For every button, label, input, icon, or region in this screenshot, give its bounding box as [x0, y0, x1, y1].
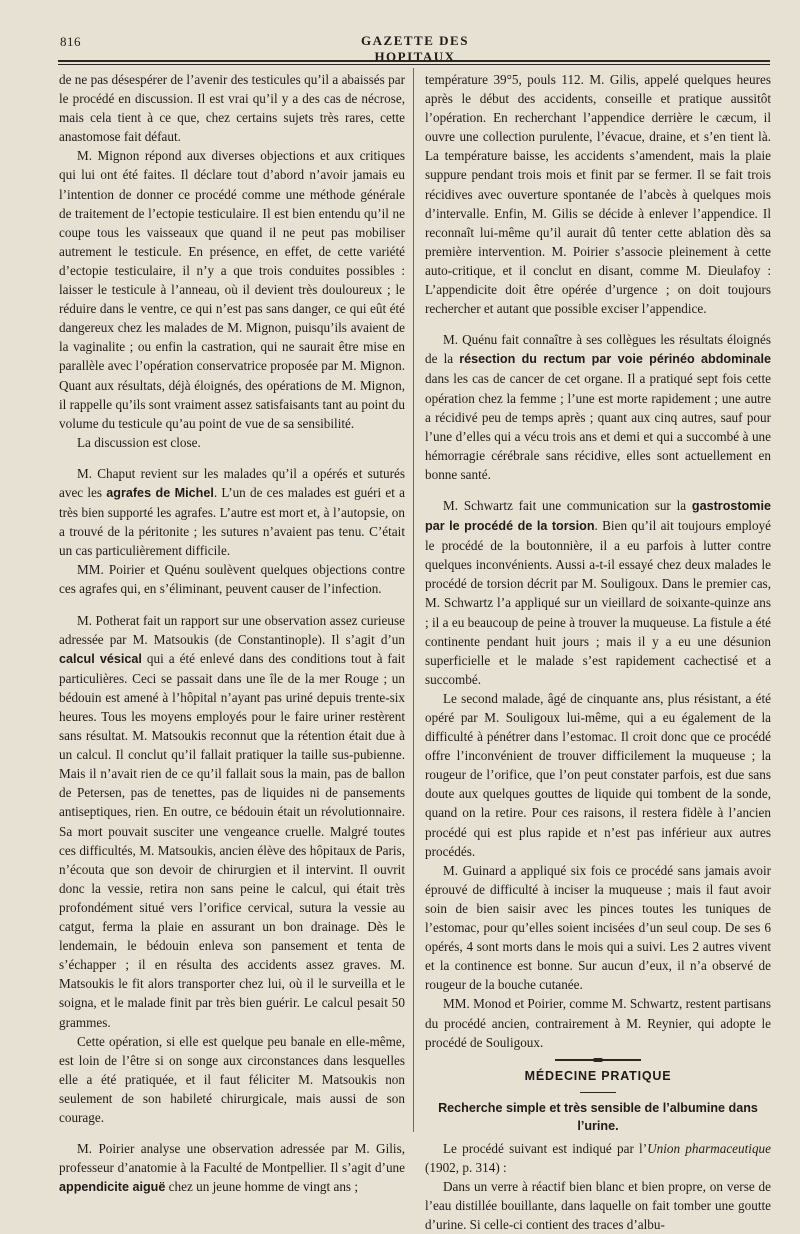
paragraph	[425, 496, 771, 689]
paragraph: température 39°5, pouls 112. M. Gilis, appelé quelques heures après le début des accidents, conseille et pratique aussitôt l’opération. En recherchant l’appendice derrière le cæcum, il ouvre une collection purulente, l’évacue, draine, et s’en tient là. La température baisse, les accidents s’amendent, mais la plaie suppure pendant trois mois et finit par se fermer. Il se fait trois récidives avec ouverture spontanée de l’abcès à quelques mois d’intervalle. Enfin, M. Gilis se décide à enlever l’appendice. Il reconnaît lui-même qu’il aurait dû tenter cette ablation dès sa première intervention. M. Poirier s’associe pleinement à cette auto-critique, et il conclut en disant, comme M. Dieulafoy : L’appendicite doit être opérée d’urgence ; on doit toujours rechercher et autant que possible exciser l’appendice.	[425, 72, 771, 317]
paragraph	[59, 1139, 405, 1197]
paragraph	[59, 611, 405, 1032]
bold-term: appendicite aiguë	[59, 1180, 166, 1195]
running-head: GAZETTE DES HOPITAUX	[361, 33, 469, 64]
bold-term: résection du rectum par voie périnéo abdominale	[459, 352, 771, 367]
section-separator	[555, 1059, 641, 1061]
paragraph-text: chez un jeune homme de vingt ans ;	[165, 1179, 359, 1195]
paragraph: M. Guinard a appliqué six fois ce procédé sans jamais avoir éprouvé de difficulté à inciser la muqueuse ; mais il faut avoir soin de bien saisir avec les pinces toutes les tuniques de l’estomac, pour qu’elles soient incisées d’un seul coup. De ses 6 opérés, 4 sont morts dans le mois qui a suivi. Les 2 autres vivent et la continence est bonne. Sur aucun d’eux, il n’a observé de rougeur de la bouche cutanée.	[425, 862, 771, 993]
paragraph: de ne pas désespérer de l’avenir des testicules qu’il a abaissés par le procédé en discussion. Il est vrai qu’il y a des cas de nécrose, mais cela tient à ce que, chez certains sujets très rares, cette anastomose fait défaut.	[59, 72, 405, 145]
paragraph: La discussion est close.	[77, 434, 201, 450]
paragraph-text: (1902, p. 314) :	[425, 1159, 507, 1175]
paragraph	[425, 1139, 771, 1177]
title-underline	[580, 1092, 616, 1093]
italic-source: Union pharmaceutique	[647, 1140, 771, 1156]
paragraph: M. Mignon répond aux diverses objections et aux critiques qui lui ont été faites. Il déclare tout d’abord n’avoir jamais eu l’intention de donner ce procédé comme une méthode générale de traitement de l’ectopie testiculaire. Il est bien entendu qu’il ne coupe tous les vaisseaux que quand il ne peut pas mobiliser autrement le testicule. En présence, en effet, de cette variété d’ectopie testiculaire, il n’y a que trois conduites possibles : laisser le testicule à l’anneau, où il devient très douloureux ; le réduire dans le ventre, ce qui n’est pas sans danger, ce qui eût été dangereux chez les malades de M. Mignon, puisqu’ils avaient de la vaginalite ; ou enfin la castration, qui ne saurait être mise en parallèle avec l’opération conservatrice proposée par M. Mignon. Quant aux résultats, déjà éloignés, des opérations de M. Mignon, il rappelle qu’ils sont vraiment assez satisfaisants tant au point du volume du testicule qu’au point de vue de sa sensibilité.	[59, 148, 405, 431]
paragraph-text: M. Chaput revient sur les malades qu’il a opérés et suturés avec les	[59, 465, 405, 500]
paragraph-text: M. Potherat fait un rapport sur une observation assez curieuse adressée par M. Matsoukis (de Constantinople). Il s’agit d’un	[59, 612, 405, 647]
bold-term: gastrostomie par le procédé de la torsion	[425, 498, 771, 534]
paragraph-text: Le procédé suivant est indiqué par l’	[443, 1140, 648, 1156]
paragraph-text: M. Poirier analyse une observation adressée par M. Gilis, professeur d’anatomie à la Faculté de Montpellier. Il s’agit d’une	[59, 1141, 405, 1176]
bold-term: calcul vésical	[59, 651, 142, 666]
paragraph-text: M. Schwartz fait une communication sur la	[443, 497, 692, 513]
page-header	[0, 28, 800, 64]
header-rule-thick	[58, 60, 770, 62]
paragraph	[425, 330, 771, 484]
paragraph-text: M. Quénu fait connaître à ses collègues les résultats éloignés de la	[425, 332, 771, 367]
paragraph-text: dans les cas de cancer de cet organe. Il a pratiqué sept fois cette opération chez la femme ; l’une est morte rapidement ; une autre a récidivé peu de temps après ; quant aux cinq autres, sauf pour l’une d’elles qui a vécu trois ans et demi et qui a succombé à une hémorragie cérébrale sans récidive, elles sont actuellement en bonne santé.	[425, 371, 771, 482]
bold-term: agrafes de Michel	[106, 485, 214, 500]
paragraph: Dans un verre à réactif bien blanc et bien propre, on verse de l’eau distillée bouillante, dans laquelle on fait tomber une goutte d’urine. Si celle-ci contient des traces d’albu-	[425, 1178, 771, 1233]
paragraph: Le second malade, âgé de cinquante ans, plus résistant, a été opéré par M. Souligoux lui-même, qui a eu également de la difficulté à pénétrer dans l’estomac. Il croit donc que ce procédé offre l’inconvénient de trouver difficilement la muqueuse ; la rougeur de l’orifice, que l’on peut constater parfois, est due sans doute aux quelques gouttes de liquide qui tombent de la sonde, quand on la retire. Pour ces raisons, il restera fidèle à l’ancien procédé qui est plus rapide et n’est pas inférieur aux autres procédés.	[425, 690, 771, 859]
section-title: MÉDECINE PRATIQUE	[524, 1068, 672, 1083]
column-divider	[413, 68, 414, 1132]
paragraph-text: . Bien qu’il ait toujours employé le procédé de la boutonnière, il a eu parfois à lutter contre quelques inconvénients. Aussi a-t-il essayé chez deux malades le procédé de torsion décrit par M. Souligoux. Dans le premier cas, M. Schwartz l’a appliqué sur un vieillard de soixante-quinze ans ; il a eu beaucoup de peine à trouver la muqueuse. La fistule a été continente pendant huit jours ; mais il y a eu une désunion superficielle et le malade s’est rapidement cachectisé et a succombé.	[425, 518, 771, 687]
paragraph: Cette opération, si elle est quelque peu banale en elle-même, est loin de l’être si on songe aux circonstances dans lesquelles elle a été pratiquée, et il faut féliciter M. Matsoukis non seulement de son habileté chirurgicale, mais aussi de son courage.	[59, 1033, 405, 1125]
right-column	[425, 70, 771, 1234]
paragraph-text: . L’un de ces malades est guéri et a très bien supporté les agrafes. L’autre est mort et, à l’autopsie, on a trouvé de la péritonite ; les sutures n’avaient pas tenu. C’était un cas particulièrement difficile.	[59, 484, 405, 559]
paragraph-text: qui a été enlevé dans des conditions tout à fait particulières. Ceci se passait dans une île de la mer Rouge ; un bédouin est amené à l’hôpital n’ayant pas uriné depuis trente-six heures. Tous les moyens employés pour le faire uriner restèrent sans résultat. M. Matsoukis reconnut que la rétention était due à un calcul. Il conclut qu’il fallait pratiquer la taille sus-pubienne. Mais il n’avait rien de ce qu’il fallait sous la main, pas de ballon de Petersen, pas de tenettes, pas de liquides ni de pansements antiseptiques, rien. En outre, ce bédouin était un révolutionnaire. Sa mort pouvait susciter une vengeance cruelle. Malgré toutes ces difficultés, M. Matsoukis, ancien élève des hôpitaux de Paris, n’écouta que son devoir de chirurgien et il intervint. Il ouvrit donc la vessie, retira non sans peine le calcul, qui était très profondément situé vers l’orifice cervical, sutura la vessie au catgut, ferma la plaie en assurant un bon drainage. Dès le lendemain, le bédouin enleva son pansement et tenta de s’échapper ; il en résulta des accidents assez graves. M. Matsoukis le fit alors transporter chez lui, où il le surveilla et le soigna, et le malade finit par très bien guérir. Le calcul pesait 50 grammes.	[59, 650, 405, 1030]
subsection-title: Recherche simple et très sensible de l’albumine dans l’urine.	[438, 1100, 758, 1133]
paragraph: MM. Poirier et Quénu soulèvent quelques objections contre ces agrafes qui, en s’éliminant, peuvent causer de l’infection.	[59, 562, 405, 597]
header-rule-thin	[58, 64, 770, 65]
page-number: 816	[60, 34, 81, 49]
paragraph: MM. Monod et Poirier, comme M. Schwartz, restent partisans du procédé ancien, contrairement à M. Reynier, qui adopte le procédé de Souligoux.	[425, 996, 771, 1050]
left-column	[59, 70, 405, 1197]
paragraph	[59, 464, 405, 560]
